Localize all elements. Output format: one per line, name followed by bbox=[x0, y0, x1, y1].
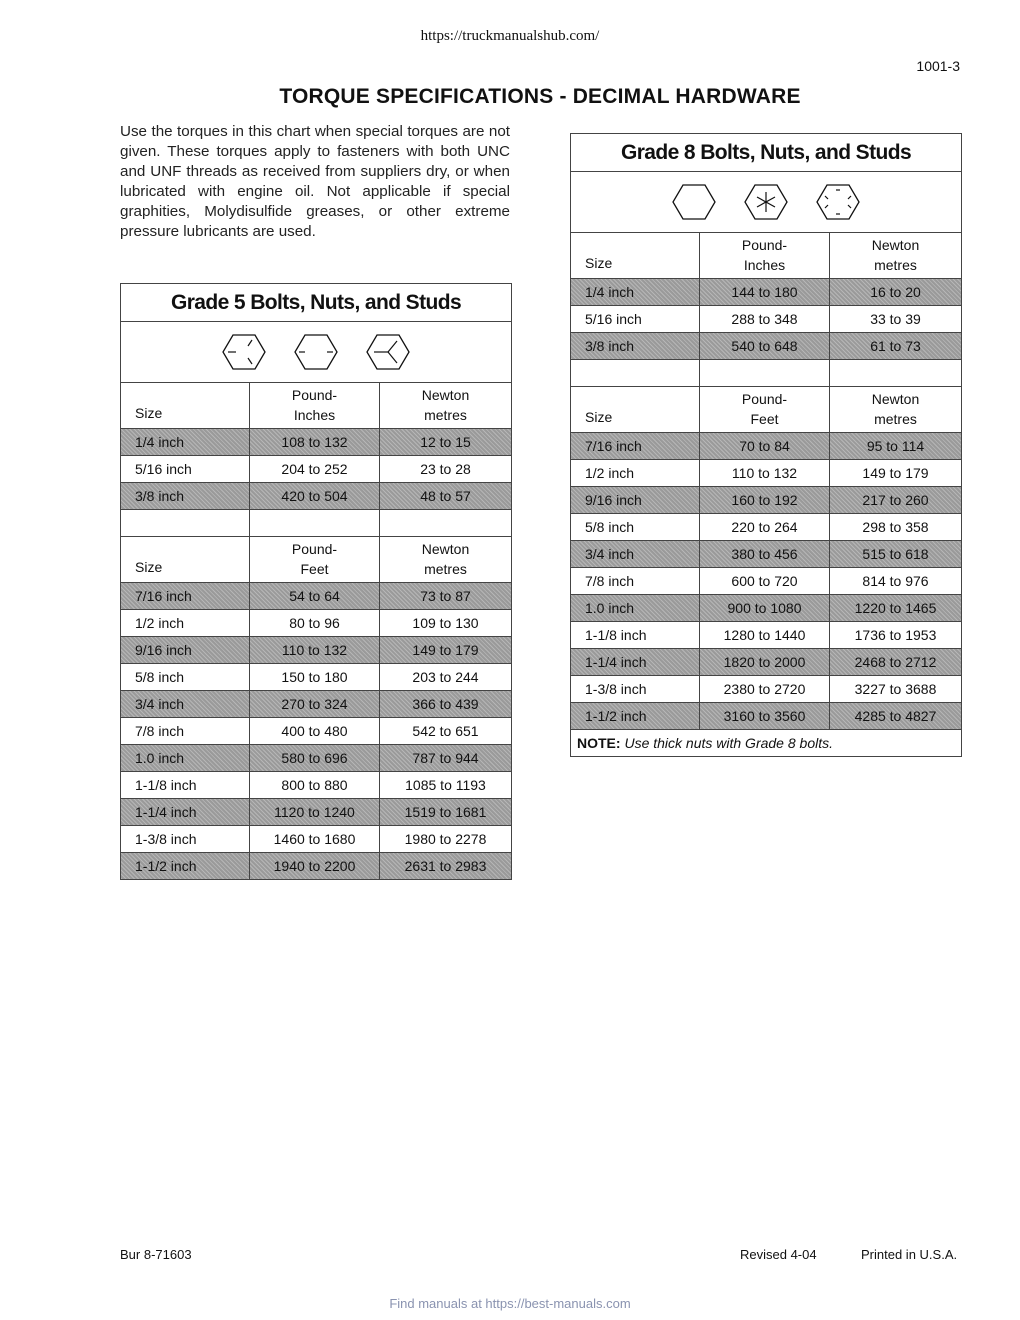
torque-cell: 540 to 648 bbox=[700, 333, 830, 359]
torque-cell: 270 to 324 bbox=[250, 691, 380, 717]
size-header: Size bbox=[571, 233, 700, 278]
newton-metres-header: Newton metres bbox=[421, 541, 470, 577]
table-row bbox=[571, 306, 961, 333]
torque-cell: 288 to 348 bbox=[700, 306, 830, 332]
size-cell: 5/8 inch bbox=[121, 664, 250, 690]
newton-metres-cell: 12 to 15 bbox=[380, 429, 511, 455]
torque-cell: 110 to 132 bbox=[250, 637, 380, 663]
size-cell: 1-1/4 inch bbox=[571, 649, 700, 675]
bottom-link: Find manuals at https://best-manuals.com bbox=[389, 1296, 631, 1311]
size-cell: 3/8 inch bbox=[121, 483, 250, 509]
newton-metres-cell: 1519 to 1681 bbox=[380, 799, 511, 825]
size-cell: 1.0 inch bbox=[571, 595, 700, 621]
size-cell: 9/16 inch bbox=[121, 637, 250, 663]
size-cell: 1-1/8 inch bbox=[121, 772, 250, 798]
newton-metres-cell: 298 to 358 bbox=[862, 519, 929, 535]
newton-metres-cell: 814 to 976 bbox=[862, 573, 929, 589]
table-row bbox=[121, 456, 511, 483]
table-row bbox=[571, 487, 961, 514]
torque-cell: 70 to 84 bbox=[700, 433, 830, 459]
grade8-head-markings bbox=[571, 172, 961, 233]
table-row bbox=[121, 745, 511, 772]
table-row bbox=[121, 718, 511, 745]
size-header: Size bbox=[121, 383, 250, 428]
newton-metres-cell: 2631 to 2983 bbox=[380, 853, 511, 879]
torque-cell: 160 to 192 bbox=[700, 487, 830, 513]
newton-metres-cell: 33 to 39 bbox=[870, 311, 921, 327]
newton-metres-cell: 542 to 651 bbox=[412, 723, 479, 739]
size-cell: 1/2 inch bbox=[121, 610, 250, 636]
hex-nut-marks-icon bbox=[294, 333, 338, 371]
newton-metres-cell: 787 to 944 bbox=[380, 745, 511, 771]
table-row bbox=[571, 279, 961, 306]
table-row bbox=[571, 649, 961, 676]
grade8-table bbox=[570, 133, 962, 757]
size-cell: 1-1/2 inch bbox=[121, 853, 250, 879]
table-header-row bbox=[571, 387, 961, 433]
grade8-body bbox=[571, 233, 961, 729]
newton-metres-cell: 515 to 618 bbox=[830, 541, 961, 567]
newton-metres-cell: 4285 to 4827 bbox=[830, 703, 961, 729]
newton-metres-cell: 3227 to 3688 bbox=[854, 681, 937, 697]
size-cell: 7/16 inch bbox=[121, 583, 250, 609]
size-cell: 7/8 inch bbox=[121, 718, 250, 744]
grade8-title: Grade 8 Bolts, Nuts, and Studs bbox=[571, 134, 961, 172]
newton-metres-cell: 23 to 28 bbox=[420, 461, 471, 477]
table-row bbox=[571, 595, 961, 622]
newton-metres-cell: 149 to 179 bbox=[862, 465, 929, 481]
newton-metres-cell: 1220 to 1465 bbox=[830, 595, 961, 621]
table-row bbox=[121, 826, 511, 853]
newton-metres-cell: 203 to 244 bbox=[412, 669, 479, 685]
table-row bbox=[121, 583, 511, 610]
table-row bbox=[121, 637, 511, 664]
table-header-row bbox=[121, 537, 511, 583]
size-cell: 1-1/2 inch bbox=[571, 703, 700, 729]
table-row bbox=[571, 568, 961, 595]
torque-cell: 80 to 96 bbox=[250, 610, 380, 636]
torque-cell: 1820 to 2000 bbox=[700, 649, 830, 675]
newton-metres-cell: 61 to 73 bbox=[830, 333, 961, 359]
torque-cell: 380 to 456 bbox=[700, 541, 830, 567]
newton-metres-cell: 217 to 260 bbox=[830, 487, 961, 513]
empty-cell bbox=[121, 510, 250, 536]
newton-metres-cell: 366 to 439 bbox=[380, 691, 511, 717]
intro-paragraph: Use the torques in this chart when special torques are not given. These torques apply to fasteners with both UNC and UNF threads as received from suppliers dry, or when lubricated with engine oil. Not applicable if special graphities, Molydisulfide greases, or other extreme pressure lubricants are used. bbox=[120, 123, 510, 240]
newton-metres-cell: 1980 to 2278 bbox=[404, 831, 487, 847]
table-row bbox=[571, 703, 961, 729]
newton-metres-cell: 1085 to 1193 bbox=[405, 777, 486, 793]
size-cell: 5/16 inch bbox=[571, 306, 700, 332]
table-row bbox=[121, 853, 511, 879]
table-row bbox=[571, 333, 961, 360]
torque-cell: 54 to 64 bbox=[250, 583, 380, 609]
spacer-row bbox=[571, 360, 961, 387]
newton-metres-cell: 2468 to 2712 bbox=[830, 649, 961, 675]
newton-metres-cell: 1736 to 1953 bbox=[854, 627, 937, 643]
printed-location: Printed in U.S.A. bbox=[861, 1247, 958, 1262]
table-header-row bbox=[121, 383, 511, 429]
size-cell: 3/4 inch bbox=[121, 691, 250, 717]
hex-bolt-marks-icon bbox=[222, 333, 266, 371]
table-row bbox=[121, 691, 511, 718]
hex-bolt-plain-icon bbox=[672, 183, 716, 221]
size-cell: 3/8 inch bbox=[571, 333, 700, 359]
size-cell: 9/16 inch bbox=[571, 487, 700, 513]
note-text: Use thick nuts with Grade 8 bolts. bbox=[624, 735, 833, 751]
empty-cell bbox=[571, 360, 700, 386]
hex-nut-star-icon bbox=[744, 183, 788, 221]
empty-cell bbox=[250, 510, 380, 536]
grade8-note bbox=[571, 729, 961, 756]
table-row bbox=[571, 433, 961, 460]
torque-cell: 2380 to 2720 bbox=[700, 676, 830, 702]
size-cell: 1.0 inch bbox=[121, 745, 250, 771]
newton-metres-cell: 109 to 130 bbox=[412, 615, 479, 631]
newton-metres-cell: 95 to 114 bbox=[830, 433, 961, 459]
torque-cell: 1940 to 2200 bbox=[250, 853, 380, 879]
size-cell: 5/8 inch bbox=[571, 514, 700, 540]
empty-cell bbox=[700, 360, 830, 386]
page-number: 1001-3 bbox=[916, 58, 960, 74]
torque-cell: 600 to 720 bbox=[700, 568, 830, 594]
empty-cell bbox=[830, 360, 961, 386]
torque-cell: 1120 to 1240 bbox=[250, 799, 380, 825]
torque-header: Pound- Inches bbox=[250, 383, 380, 428]
torque-cell: 3160 to 3560 bbox=[700, 703, 830, 729]
newton-metres-cell: 16 to 20 bbox=[830, 279, 961, 305]
empty-cell bbox=[380, 510, 511, 536]
size-cell: 7/8 inch bbox=[571, 568, 700, 594]
size-cell: 1-3/8 inch bbox=[121, 826, 250, 852]
table-row bbox=[121, 799, 511, 826]
size-cell: 1/4 inch bbox=[571, 279, 700, 305]
torque-cell: 110 to 132 bbox=[700, 460, 830, 486]
size-cell: 7/16 inch bbox=[571, 433, 700, 459]
torque-cell: 108 to 132 bbox=[250, 429, 380, 455]
table-row bbox=[571, 460, 961, 487]
torque-cell: 220 to 264 bbox=[700, 514, 830, 540]
size-cell: 1-1/8 inch bbox=[571, 622, 700, 648]
spacer-row bbox=[121, 510, 511, 537]
table-row bbox=[571, 541, 961, 568]
size-cell: 5/16 inch bbox=[121, 456, 250, 482]
hex-stud-marks-icon bbox=[366, 333, 410, 371]
torque-cell: 144 to 180 bbox=[700, 279, 830, 305]
torque-cell: 420 to 504 bbox=[250, 483, 380, 509]
page-title: TORQUE SPECIFICATIONS - DECIMAL HARDWARE bbox=[279, 85, 801, 108]
newton-metres-cell: 149 to 179 bbox=[380, 637, 511, 663]
torque-cell: 1280 to 1440 bbox=[700, 622, 830, 648]
size-cell: 1/4 inch bbox=[121, 429, 250, 455]
revision-date: Revised 4-04 bbox=[740, 1247, 817, 1262]
torque-header: Pound- Feet bbox=[250, 537, 380, 582]
size-cell: 1-3/8 inch bbox=[571, 676, 700, 702]
torque-cell: 900 to 1080 bbox=[700, 595, 830, 621]
torque-cell: 204 to 252 bbox=[250, 456, 380, 482]
newton-metres-header: Newton metres bbox=[871, 391, 920, 427]
newton-metres-cell: 48 to 57 bbox=[380, 483, 511, 509]
torque-header: Pound- Feet bbox=[700, 387, 830, 432]
table-row bbox=[121, 429, 511, 456]
size-header: Size bbox=[121, 537, 250, 582]
newton-metres-cell: 73 to 87 bbox=[380, 583, 511, 609]
torque-cell: 150 to 180 bbox=[250, 664, 380, 690]
torque-cell: 1460 to 1680 bbox=[250, 826, 380, 852]
newton-metres-header: Newton metres bbox=[421, 387, 470, 423]
torque-header: Pound- Inches bbox=[700, 233, 830, 278]
table-row bbox=[571, 676, 961, 703]
newton-metres-header: Newton metres bbox=[871, 237, 920, 273]
grade5-body bbox=[121, 383, 511, 879]
note-label: NOTE: bbox=[577, 735, 621, 751]
table-row bbox=[571, 622, 961, 649]
size-cell: 3/4 inch bbox=[571, 541, 700, 567]
table-row bbox=[571, 514, 961, 541]
torque-cell: 800 to 880 bbox=[250, 772, 380, 798]
table-header-row bbox=[571, 233, 961, 279]
grade5-table bbox=[120, 283, 512, 880]
hex-stud-marks-icon bbox=[816, 183, 860, 221]
table-row bbox=[121, 483, 511, 510]
size-cell: 1/2 inch bbox=[571, 460, 700, 486]
table-row bbox=[121, 772, 511, 799]
size-cell: 1-1/4 inch bbox=[121, 799, 250, 825]
torque-cell: 400 to 480 bbox=[250, 718, 380, 744]
grade5-head-markings bbox=[121, 322, 511, 383]
table-row bbox=[121, 610, 511, 637]
grade5-title: Grade 5 Bolts, Nuts, and Studs bbox=[121, 284, 511, 322]
table-row bbox=[121, 664, 511, 691]
torque-cell: 580 to 696 bbox=[250, 745, 380, 771]
source-url: https://truckmanualshub.com/ bbox=[420, 28, 600, 44]
size-header: Size bbox=[571, 387, 700, 432]
document-number: Bur 8-71603 bbox=[120, 1247, 192, 1262]
